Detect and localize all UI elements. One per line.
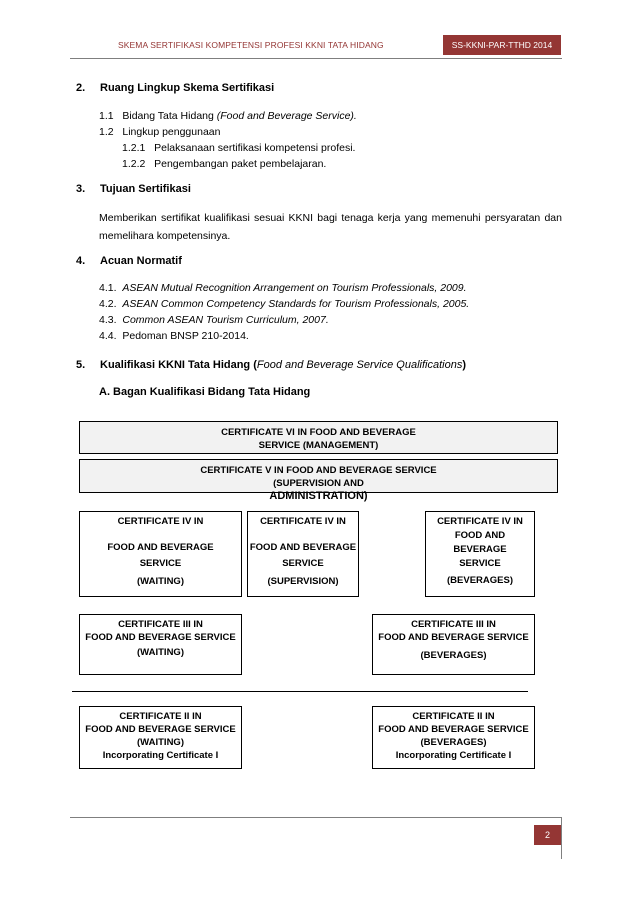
section-5-title-a: Kualifikasi KKNI Tata Hidang ( xyxy=(100,359,257,371)
cert-2-waiting-line-2: FOOD AND BEVERAGE SERVICE xyxy=(85,724,236,735)
header-title: SKEMA SERTIFIKASI KOMPETENSI PROFESI KKNI TATA HIDANG xyxy=(118,40,384,50)
section-5-title xyxy=(100,359,466,371)
section-2-number: 2. xyxy=(76,82,86,94)
cert-3-beverages-box xyxy=(372,614,535,675)
section-3-number: 3. xyxy=(76,183,86,195)
section-5-title-b: ) xyxy=(462,359,466,371)
reference-2-number: 4.2. xyxy=(99,298,117,310)
footer-vertical-divider xyxy=(561,817,562,859)
scope-item-2 xyxy=(99,126,220,138)
scope-sub-item-2-text: Pengembangan paket pembelajaran. xyxy=(154,158,327,170)
cert-2-beverages-line-3: (BEVERAGES) xyxy=(420,737,487,748)
cert-3-waiting-line-3: (WAITING) xyxy=(137,647,184,658)
cert-4-beverages-line-5: (BEVERAGES) xyxy=(447,575,513,586)
cert-2-waiting-line-1: CERTIFICATE II IN xyxy=(119,711,202,722)
scope-item-1-number: 1.1 xyxy=(99,110,114,122)
cert-5-box xyxy=(79,459,558,502)
reference-4-text: Pedoman BNSP 210-2014. xyxy=(122,330,249,342)
cert-3-beverages-line-2: FOOD AND BEVERAGE SERVICE xyxy=(378,632,529,643)
cert-4-waiting-box xyxy=(79,511,242,597)
reference-3 xyxy=(99,314,329,326)
cert-4-supervision-line-3: SERVICE xyxy=(282,558,324,569)
cert-4-supervision-line-2: FOOD AND BEVERAGE xyxy=(249,542,357,553)
reference-4 xyxy=(99,330,249,342)
cert-6-line-1: CERTIFICATE VI IN FOOD AND BEVERAGE xyxy=(221,427,416,438)
cert-4-beverages-line-2: FOOD AND xyxy=(454,530,506,541)
scope-sub-item-2 xyxy=(122,158,326,170)
cert-4-waiting-line-1: CERTIFICATE IV IN xyxy=(117,516,204,527)
cert-5-line-2b: ADMINISTRATION) xyxy=(269,490,368,502)
reference-1-text: ASEAN Mutual Recognition Arrangement on Tourism Professionals, 2009. xyxy=(122,282,467,294)
cert-2-waiting-line-4: Incorporating Certificate I xyxy=(102,750,219,761)
cert-3-beverages-line-1: CERTIFICATE III IN xyxy=(411,619,496,630)
cert-3-waiting-line-2: FOOD AND BEVERAGE SERVICE xyxy=(85,632,236,643)
section-3-title: Tujuan Sertifikasi xyxy=(100,183,191,195)
header-code: SS-KKNI-PAR-TTHD 2014 xyxy=(443,35,561,55)
reference-3-number: 4.3. xyxy=(99,314,117,326)
cert-2-waiting-line-3: (WAITING) xyxy=(137,737,184,748)
section-5a-title: A. Bagan Kualifikasi Bidang Tata Hidang xyxy=(99,386,311,398)
section-5-number: 5. xyxy=(76,359,86,371)
section-2-title: Ruang Lingkup Skema Sertifikasi xyxy=(100,82,275,94)
header-divider xyxy=(70,58,562,59)
cert-3-waiting-line-1: CERTIFICATE III IN xyxy=(118,619,203,630)
section-5a-heading xyxy=(99,386,310,398)
cert-5-line-2a: (SUPERVISION AND xyxy=(273,478,364,489)
scope-sub-item-2-number: 1.2.2 xyxy=(122,158,146,170)
cert-4-supervision-line-1: CERTIFICATE IV IN xyxy=(260,516,346,527)
cert-2-waiting-box xyxy=(79,706,242,769)
cert-3-waiting-box xyxy=(79,614,242,675)
cert-5-line-2 xyxy=(80,477,557,503)
cert-6-box xyxy=(79,421,558,454)
level-divider-line xyxy=(72,691,528,692)
section-4-title: Acuan Normatif xyxy=(100,255,182,267)
cert-4-supervision-box xyxy=(247,511,359,597)
scope-sub-item-1 xyxy=(122,142,355,154)
cert-4-supervision-line-4: (SUPERVISION) xyxy=(267,576,339,587)
cert-4-beverages-line-4: SERVICE xyxy=(459,558,501,569)
cert-2-beverages-line-4: Incorporating Certificate I xyxy=(395,750,512,761)
page-number: 2 xyxy=(534,825,561,845)
section-3-paragraph: Memberikan sertifikat kualifikasi sesuai KKNI bagi tenaga kerja yang memenuhi persyaratan dan memelihara kompetensinya. xyxy=(99,212,562,242)
scope-sub-item-1-number: 1.2.1 xyxy=(122,142,146,154)
footer-divider xyxy=(70,817,562,818)
scope-item-2-number: 1.2 xyxy=(99,126,114,138)
cert-3-beverages-line-3: (BEVERAGES) xyxy=(420,650,487,661)
reference-1-number: 4.1. xyxy=(99,282,117,294)
cert-4-beverages-box xyxy=(425,511,535,597)
cert-6-line-2: SERVICE (MANAGEMENT) xyxy=(258,440,379,451)
reference-4-number: 4.4. xyxy=(99,330,117,342)
cert-2-beverages-line-2: FOOD AND BEVERAGE SERVICE xyxy=(378,724,529,735)
section-5-title-italic: Food and Beverage Service Qualifications xyxy=(256,359,463,371)
cert-4-beverages-line-1: CERTIFICATE IV IN xyxy=(437,516,523,527)
cert-4-beverages-line-3: BEVERAGE xyxy=(453,544,507,555)
cert-4-waiting-line-4: (WAITING) xyxy=(137,576,184,587)
section-4-number: 4. xyxy=(76,255,86,267)
scope-item-1-text: Bidang Tata Hidang xyxy=(122,110,214,122)
reference-1 xyxy=(99,282,467,294)
reference-2 xyxy=(99,298,469,310)
cert-5-line-1: CERTIFICATE V IN FOOD AND BEVERAGE SERVICE xyxy=(200,465,437,476)
scope-item-1 xyxy=(99,110,357,122)
cert-4-waiting-line-2: FOOD AND BEVERAGE xyxy=(107,542,214,553)
reference-3-text: Common ASEAN Tourism Curriculum, 2007. xyxy=(122,314,329,326)
scope-sub-item-1-text: Pelaksanaan sertifikasi kompetensi profesi. xyxy=(154,142,356,154)
scope-item-2-text: Lingkup penggunaan xyxy=(122,126,221,138)
cert-2-beverages-box xyxy=(372,706,535,769)
scope-item-1-italic: (Food and Beverage Service). xyxy=(216,110,357,122)
cert-4-waiting-line-3: SERVICE xyxy=(139,558,182,569)
reference-2-text: ASEAN Common Competency Standards for Tourism Professionals, 2005. xyxy=(122,298,470,310)
cert-2-beverages-line-1: CERTIFICATE II IN xyxy=(412,711,495,722)
